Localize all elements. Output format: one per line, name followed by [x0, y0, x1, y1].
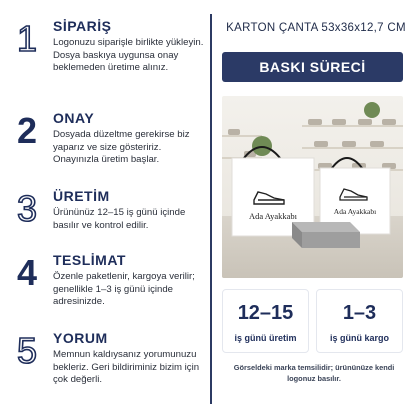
- product-title: KARTON ÇANTA 53x36x12,7 CM: [226, 22, 406, 34]
- step-title-delivery: TESLİMAT: [53, 252, 126, 268]
- step-text-order: Logonuzu siparişle birlikte yükleyin. Dosya baskıya uygunsa onay beklemeden üretime alınız.: [53, 37, 204, 74]
- step-number-1: [12, 18, 42, 58]
- stat-shipping-days: [316, 289, 403, 353]
- stat-value-production: 12–15: [237, 302, 294, 324]
- svg-text:1: 1: [16, 18, 38, 58]
- stat-production-days: [222, 289, 309, 353]
- step-number-4: [12, 252, 42, 292]
- svg-text:5: 5: [16, 330, 38, 370]
- step-title-production: ÜRETİM: [53, 188, 110, 204]
- step-text-production: Ürününüz 12–15 iş günü içinde basılır ve kontrol edilir.: [53, 207, 186, 231]
- svg-text:Ada Ayakkabı: Ada Ayakkabı: [248, 211, 298, 221]
- step-title-approval: ONAY: [53, 110, 95, 126]
- svg-text:4: 4: [16, 252, 38, 292]
- svg-text:Ada Ayakkabı: Ada Ayakkabı: [333, 207, 377, 216]
- step-text-review: Memnun kaldıysanız yorumunuzu bekleriz. Geri bildiriminiz bizim için çok değerli.: [53, 349, 200, 386]
- shoe-box: [292, 222, 360, 248]
- step-number-2: [12, 110, 42, 150]
- process-banner: BASKI SÜRECİ: [222, 52, 403, 82]
- product-panel: [212, 0, 416, 416]
- step-text-delivery: Özenle paketlenir, kargoya verilir; genellikle 1–3 iş günü içinde adresinizde.: [53, 271, 195, 308]
- step-number-5: [12, 330, 42, 370]
- stat-value-shipping: 1–3: [342, 302, 377, 324]
- product-photo: [222, 96, 403, 278]
- stat-label-production: iş günü üretim: [234, 333, 297, 343]
- step-title-order: SİPARİŞ: [53, 18, 112, 34]
- step-text-approval: Dosyada düzeltme gerekirse biz yaparız ve size gösteririz. Onayınızla üretim başlar.: [53, 129, 190, 166]
- footnote: Görseldeki marka temsilidir; ürününüze kendi logonuz basılır.: [233, 363, 395, 383]
- step-title-review: YORUM: [53, 330, 108, 346]
- stat-label-shipping: iş günü kargo: [329, 333, 389, 343]
- step-number-3: [12, 188, 42, 228]
- svg-text:2: 2: [16, 110, 38, 150]
- svg-text:3: 3: [16, 188, 38, 228]
